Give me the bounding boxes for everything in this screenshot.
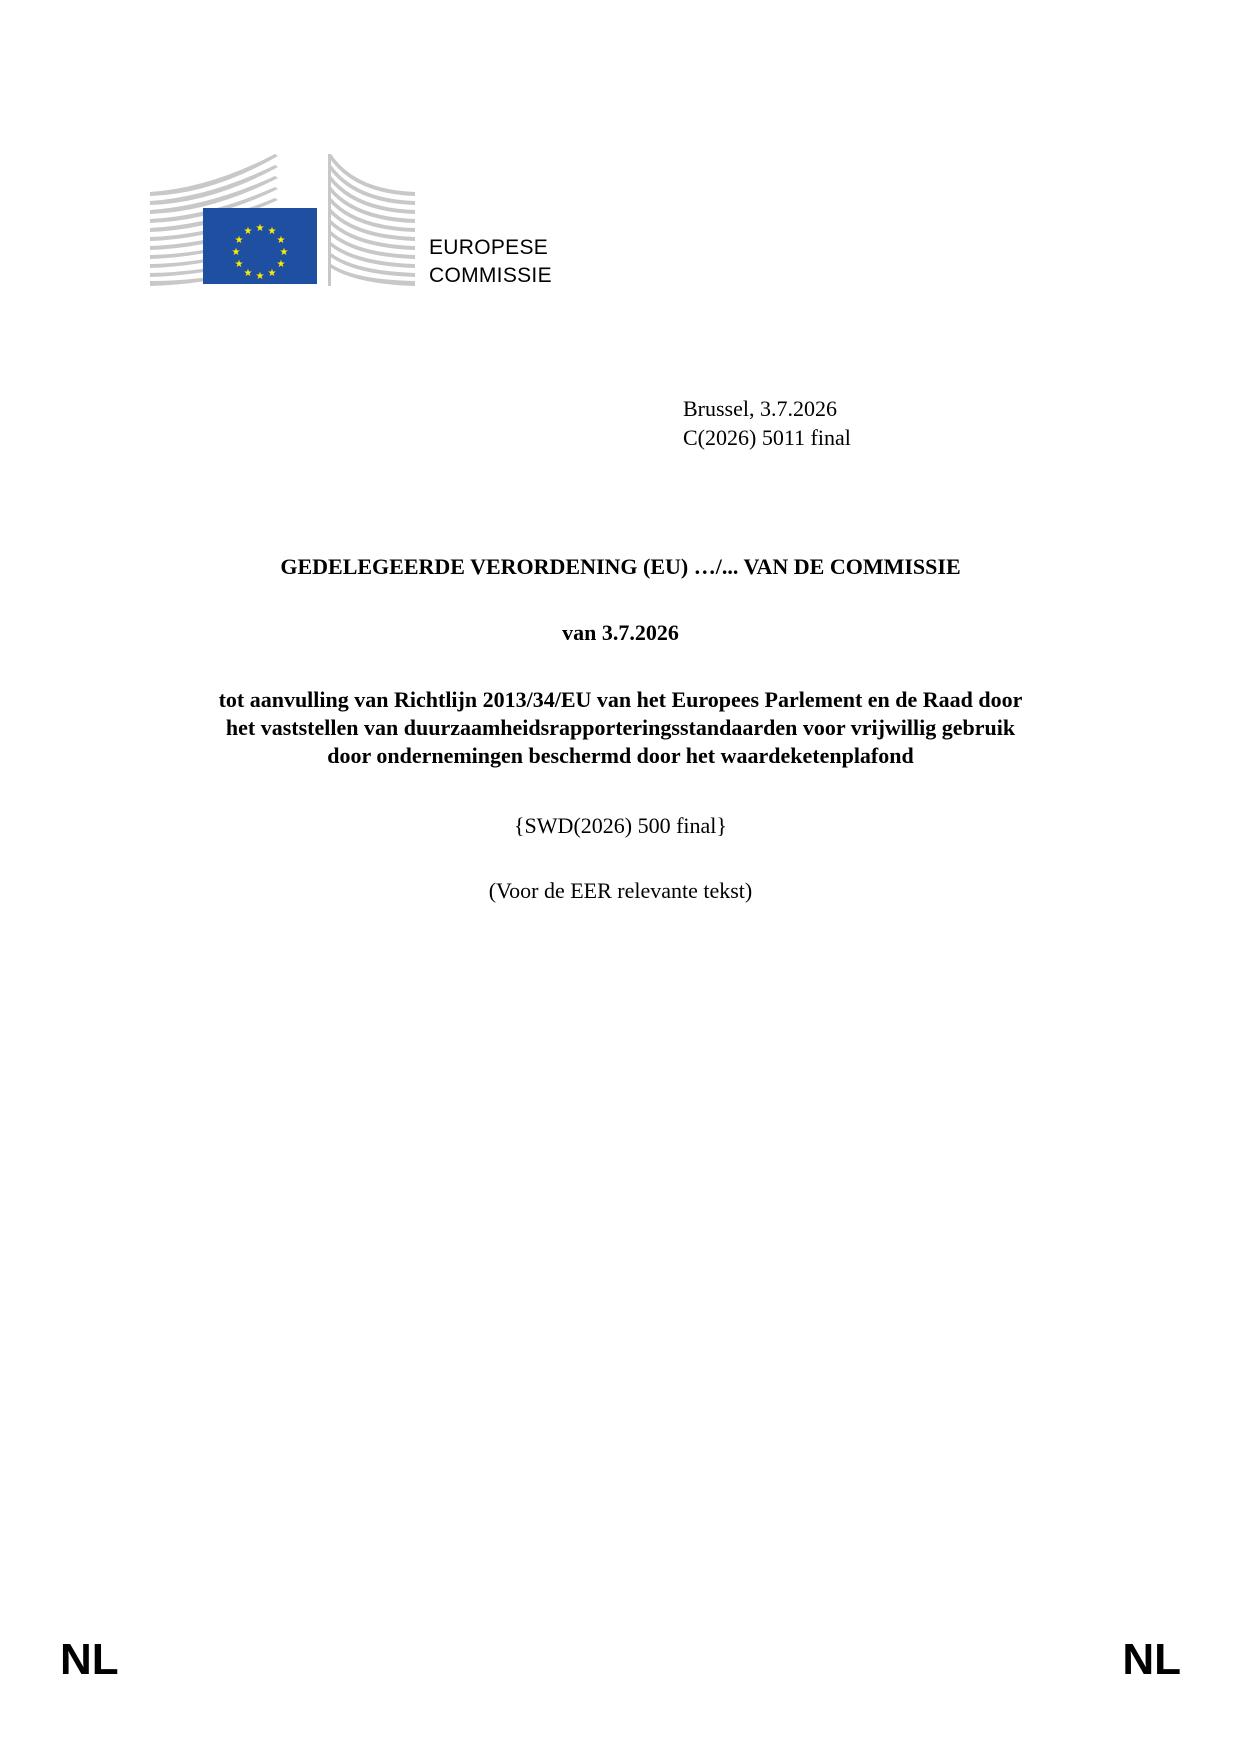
document-subject [0, 686, 1241, 770]
svg-text:★: ★ [234, 259, 244, 270]
reference-block [683, 394, 851, 452]
svg-text:★: ★ [255, 223, 265, 234]
swd-reference: {SWD(2026) 500 final} [514, 813, 727, 838]
svg-text:★: ★ [243, 226, 253, 237]
svg-text:★: ★ [231, 247, 241, 258]
organization-name-line2: COMMISSIE [429, 264, 552, 287]
document-subject-line3: door ondernemingen beschermd door het waardeketenplafond [327, 743, 914, 768]
document-number: C(2026) 5011 final [683, 425, 851, 450]
place-date: Brussel, 3.7.2026 [683, 396, 837, 421]
svg-text:★: ★ [279, 247, 289, 258]
organization-name-line1: EUROPESE [429, 236, 549, 259]
document-date: van 3.7.2026 [562, 620, 679, 645]
svg-text:★: ★ [276, 259, 286, 270]
language-marker-left: NL [60, 1635, 119, 1684]
european-commission-logo-icon [150, 150, 415, 286]
svg-text:★: ★ [255, 271, 265, 282]
svg-text:★: ★ [267, 268, 277, 279]
eu-flag-icon [203, 208, 317, 284]
svg-text:★: ★ [234, 235, 244, 246]
eea-relevance-note: (Voor de EER relevante tekst) [488, 878, 753, 903]
svg-text:★: ★ [267, 226, 277, 237]
organization-name [429, 234, 552, 290]
svg-text:★: ★ [276, 235, 286, 246]
language-marker-right: NL [1122, 1635, 1181, 1684]
document-subject-line2: het vaststellen van duurzaamheidsrapporteringsstandaarden voor vrijwillig gebruik [225, 715, 1016, 740]
building-right-graphic [328, 154, 415, 286]
svg-text:★: ★ [243, 268, 253, 279]
document-title: GEDELEGEERDE VERORDENING (EU) …/... VAN DE COMMISSIE [280, 554, 961, 579]
document-subject-line1: tot aanvulling van Richtlijn 2013/34/EU van het Europees Parlement en de Raad door [218, 687, 1023, 712]
